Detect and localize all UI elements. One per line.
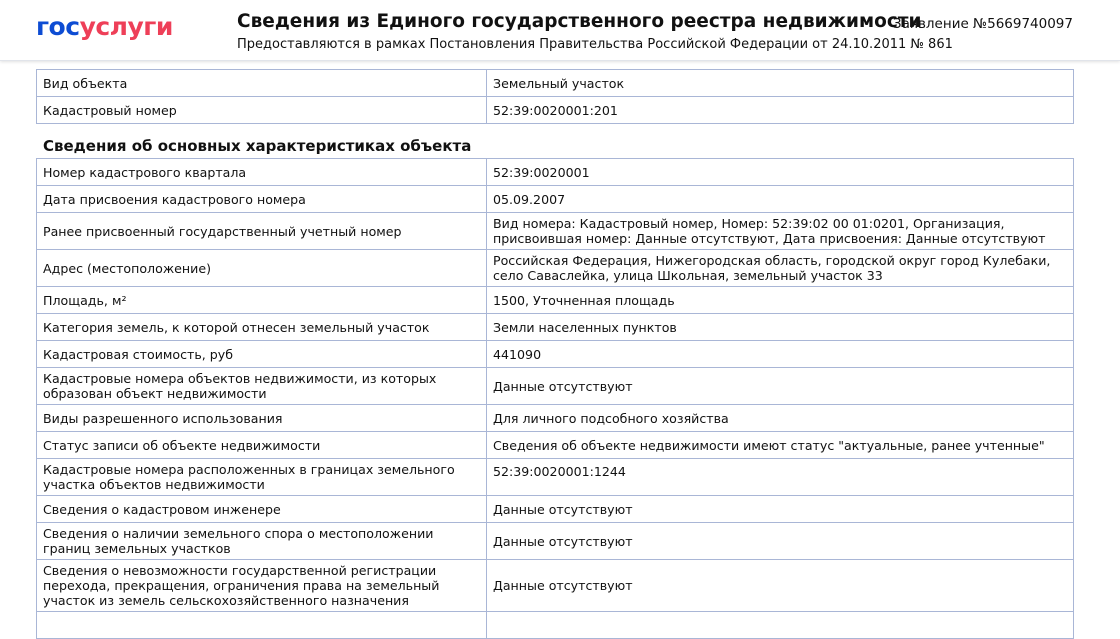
row-value: Сведения об объекте недвижимости имеют статус "актуальные, ранее учтенные" xyxy=(487,432,1074,459)
table-row xyxy=(37,496,1074,523)
row-label: Сведения о наличии земельного спора о местоположении границ земельных участков xyxy=(37,523,487,560)
row-label: Вид объекта xyxy=(37,70,487,97)
table-row xyxy=(37,97,1074,124)
table-row xyxy=(37,405,1074,432)
table-row xyxy=(37,368,1074,405)
table-row xyxy=(37,523,1074,560)
table-row xyxy=(37,459,1074,496)
row-value: Российская Федерация, Нижегородская область, городской округ город Кулебаки, село Саваслейка, улица Школьная, земельный участок 33 xyxy=(487,250,1074,287)
logo-part-uslugi: услуги xyxy=(79,12,173,41)
row-value: Данные отсутствуют xyxy=(487,523,1074,560)
table-row xyxy=(37,612,1074,639)
row-label: Кадастровые номера расположенных в границах земельного участка объектов недвижимости xyxy=(37,459,487,496)
table-row xyxy=(37,341,1074,368)
characteristics-table xyxy=(36,158,1074,639)
row-value: Вид номера: Кадастровый номер, Номер: 52:39:02 00 01:0201, Организация, присвоившая номер: Данные отсутствуют, Дата присвоения: Данные отсутствуют xyxy=(487,213,1074,250)
row-value: Данные отсутствуют xyxy=(487,560,1074,612)
table-row xyxy=(37,287,1074,314)
table-row xyxy=(37,432,1074,459)
row-label: Кадастровый номер xyxy=(37,97,487,124)
section-title: Сведения об основных характеристиках объекта xyxy=(43,137,472,155)
row-value xyxy=(487,612,1074,639)
row-value: Для личного подсобного хозяйства xyxy=(487,405,1074,432)
row-label: Кадастровые номера объектов недвижимости, из которых образован объект недвижимости xyxy=(37,368,487,405)
table-row xyxy=(37,213,1074,250)
table-row xyxy=(37,70,1074,97)
row-value: 52:39:0020001:201 xyxy=(487,97,1074,124)
row-label xyxy=(37,612,487,639)
gosuslugi-logo[interactable] xyxy=(36,12,173,42)
row-value: 1500, Уточненная площадь xyxy=(487,287,1074,314)
table-row xyxy=(37,186,1074,213)
row-value: Данные отсутствуют xyxy=(487,496,1074,523)
document-title: Сведения из Единого государственного реестра недвижимости xyxy=(237,11,922,32)
row-value: 52:39:0020001 xyxy=(487,159,1074,186)
page-header xyxy=(0,0,1120,61)
document-subtitle: Предоставляются в рамках Постановления Правительства Российской Федерации от 24.10.2011 № 861 xyxy=(237,37,953,52)
row-label: Статус записи об объекте недвижимости xyxy=(37,432,487,459)
row-label: Дата присвоения кадастрового номера xyxy=(37,186,487,213)
row-label: Ранее присвоенный государственный учетный номер xyxy=(37,213,487,250)
object-table xyxy=(36,69,1074,124)
document-content xyxy=(36,69,1074,639)
logo-part-gos: гос xyxy=(36,12,80,41)
application-number: Заявление №5669740097 xyxy=(892,16,1073,32)
table-row xyxy=(37,159,1074,186)
row-value: Земли населенных пунктов xyxy=(487,314,1074,341)
row-value: 441090 xyxy=(487,341,1074,368)
row-label: Виды разрешенного использования xyxy=(37,405,487,432)
table-row xyxy=(37,314,1074,341)
row-value: 05.09.2007 xyxy=(487,186,1074,213)
row-label: Категория земель, к которой отнесен земельный участок xyxy=(37,314,487,341)
row-value: Данные отсутствуют xyxy=(487,368,1074,405)
table-row xyxy=(37,560,1074,612)
row-value: 52:39:0020001:1244 xyxy=(487,459,1074,496)
row-value: Земельный участок xyxy=(487,70,1074,97)
row-label: Сведения о невозможности государственной регистрации перехода, прекращения, ограничения права на земельный участок из земель сельскохозяйственного назначения xyxy=(37,560,487,612)
row-label: Номер кадастрового квартала xyxy=(37,159,487,186)
row-label: Кадастровая стоимость, руб xyxy=(37,341,487,368)
row-label: Адрес (местоположение) xyxy=(37,250,487,287)
row-label: Сведения о кадастровом инженере xyxy=(37,496,487,523)
table-row xyxy=(37,250,1074,287)
row-label: Площадь, м² xyxy=(37,287,487,314)
